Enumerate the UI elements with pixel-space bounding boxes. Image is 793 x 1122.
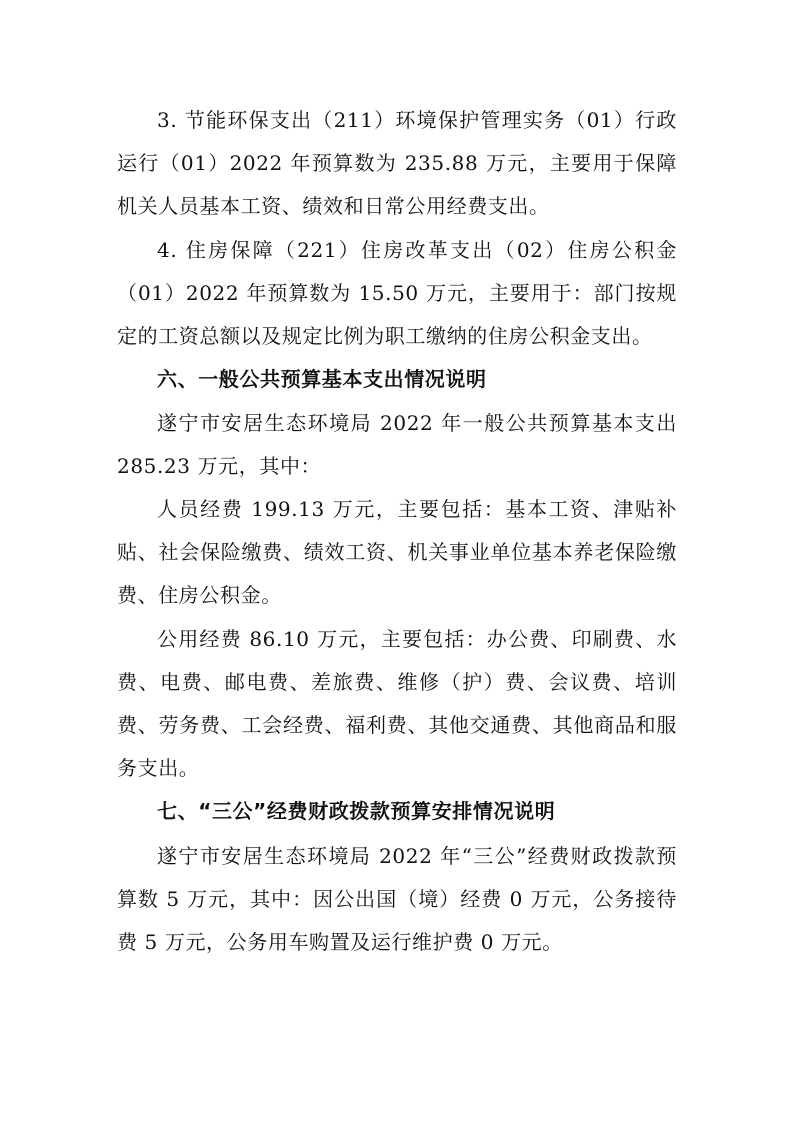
paragraph-personnel-expenses: 人员经费 199.13 万元，主要包括：基本工资、津贴补贴、社会保险缴费、绩效工资、机关事业单位基本养老保险缴费、住房公积金。 — [117, 497, 677, 607]
paragraph-public-expenses: 公用经费 86.10 万元，主要包括：办公费、印刷费、水费、电费、邮电费、差旅费、维修（护）费、会议费、培训费、劳务费、工会经费、福利费、其他交通费、其他商品和服务支出。 — [117, 627, 677, 780]
paragraph-basic-expenditure-total: 遂宁市安居生态环境局 2022 年一般公共预算基本支出 285.23 万元，其中： — [117, 411, 677, 478]
section-heading-three-public-expenses: 七、“三公”经费财政拨款预算安排情况说明 — [157, 799, 556, 823]
paragraph-three-public-expenses-budget: 遂宁市安居生态环境局 2022 年“三公”经费财政拨款预算数 5 万元，其中：因公出国（境）经费 0 万元，公务接待费 5 万元，公务用车购置及运行维护费 0 万元。 — [117, 844, 677, 954]
section-heading-basic-expenditure: 六、一般公共预算基本支出情况说明 — [157, 367, 487, 391]
paragraph-housing-security-expenditure: 4. 住房保障（221）住房改革支出（02）住房公积金（01）2022 年预算数为 15.50 万元，主要用于：部门按规定的工资总额以及规定比例为职工缴纳的住房公积金支出。 — [117, 238, 677, 348]
paragraph-energy-saving-expenditure: 3. 节能环保支出（211）环境保护管理实务（01）行政运行（01）2022 年预算数为 235.88 万元，主要用于保障机关人员基本工资、绩效和日常公用经费支出。 — [117, 108, 677, 218]
